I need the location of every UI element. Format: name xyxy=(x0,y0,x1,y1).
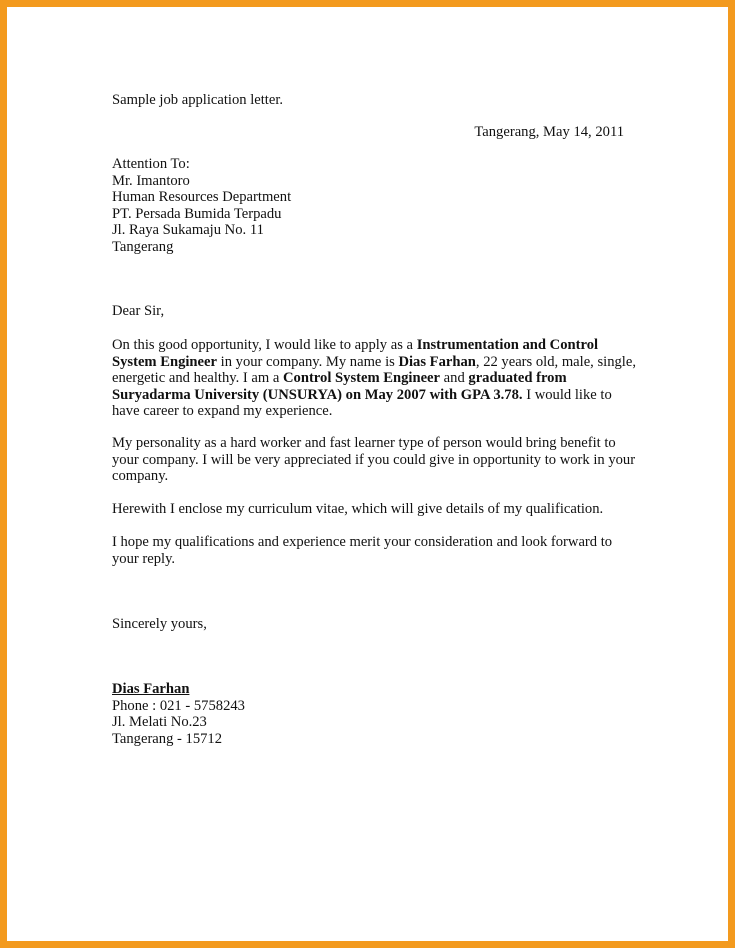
text-run: and xyxy=(440,370,469,387)
letter-heading: Sample job application letter. xyxy=(112,92,284,108)
letter-date: Tangerang, May 14, 2011 xyxy=(474,124,624,140)
salutation: Dear Sir, xyxy=(112,303,165,319)
text-run: I would like to xyxy=(522,386,612,403)
bold-run: Dias Farhan xyxy=(398,353,476,370)
recipient-block xyxy=(112,156,291,256)
paragraph-1 xyxy=(112,337,636,420)
recipient-name: Mr. Imantoro xyxy=(112,172,190,189)
text-run: energetic and healthy. I am a xyxy=(112,370,283,387)
bold-run: graduated from xyxy=(468,370,567,387)
bold-run: Instrumentation and Control xyxy=(416,337,599,353)
bold-run: System Engineer xyxy=(112,353,217,370)
paragraph-4 xyxy=(112,534,632,567)
recipient-attention: Attention To: xyxy=(112,156,190,172)
paragraph-4-line: your reply. xyxy=(112,550,176,567)
paragraph-2-line: My personality as a hard worker and fast learner type of person would bring benefit to xyxy=(112,435,616,451)
recipient-street: Jl. Raya Sukamaju No. 11 xyxy=(112,222,264,239)
recipient-department: Human Resources Department xyxy=(112,189,292,206)
recipient-company: PT. Persada Bumida Terpadu xyxy=(112,205,282,222)
paragraph-1-line-5: have career to expand my experience. xyxy=(112,403,333,420)
signature-name: Dias Farhan xyxy=(112,681,190,697)
closing: Sincerely yours, xyxy=(112,616,207,632)
paragraph-2-line: your company. I will be very appreciated if you could give in opportunity to work in your xyxy=(112,451,636,468)
text-run: in your company. My name is xyxy=(217,353,399,370)
paragraph-1-line-2 xyxy=(112,353,636,371)
bold-run: Suryadarma University (UNSURYA) on May 2007 with GPA 3.78. xyxy=(112,386,523,403)
text-run: , 22 years old, male, single, xyxy=(475,353,636,370)
signature-city: Tangerang - 15712 xyxy=(112,730,223,747)
paragraph-3: Herewith I enclose my curriculum vitae, which will give details of my qualification. xyxy=(112,501,604,517)
signature-phone: Phone : 021 - 5758243 xyxy=(112,697,245,714)
signature-block xyxy=(112,681,245,747)
paragraph-1-line-1 xyxy=(112,337,632,354)
paragraph-2 xyxy=(112,435,636,485)
paragraph-2-line: company. xyxy=(112,468,169,485)
paragraph-1-line-4 xyxy=(112,387,632,404)
paragraph-4-line: I hope my qualifications and experience merit your consideration and look forward to xyxy=(112,534,613,550)
signature-street: Jl. Melati No.23 xyxy=(112,714,207,731)
recipient-city: Tangerang xyxy=(112,238,174,255)
bold-run: Control System Engineer xyxy=(283,370,441,387)
text-run: On this good opportunity, I would like to apply as a xyxy=(112,337,417,353)
paragraph-1-line-3 xyxy=(112,370,632,387)
